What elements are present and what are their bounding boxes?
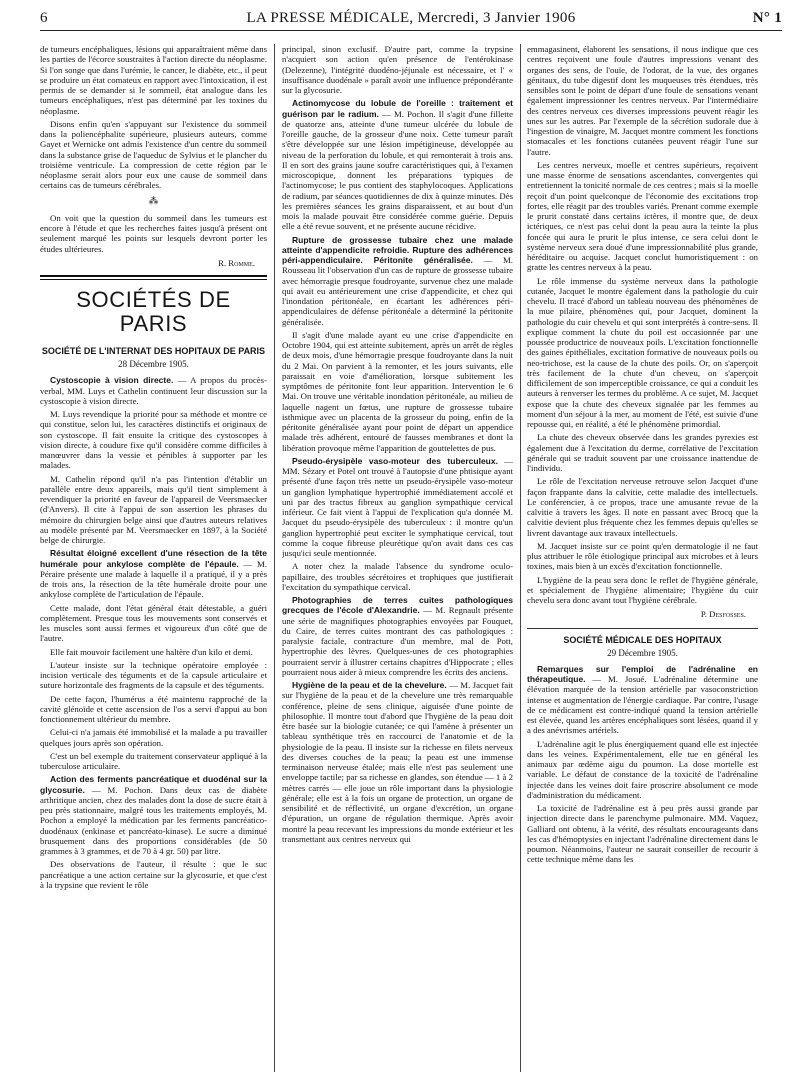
paragraph: Disons enfin qu'en s'appuyant sur l'existence du sommeil dans la poliencéphalite supérieure, plusieurs auteurs, comme Gayet et Wernicke ont admis l'existence d'un centre du sommeil dans la substance grise de l'aqueduc de Sylvius et le plancher du troisième ventricule. La compression de cette région par le néoplasme serait alors pour eux une cause de sommeil dans certains cas de tumeurs cérébrales. xyxy=(40,118,267,191)
paragraph: Des observations de l'auteur, il résulte : que le suc pancréatique a une action certaine sur la glycosurie, et que c'est à la trypsine que revient le rôle xyxy=(40,859,267,890)
article-heading: Résultat éloigné excellent d'une résection de la tête humérale pour ankylose complète de l'épaule. xyxy=(40,548,267,569)
section-title: SOCIÉTÉS DE PARIS xyxy=(76,287,231,336)
paragraph: Le rôle immense du système nerveux dans la pathologie cutanée, Jacquet le montre également dans la pathologie du cuir chevelu. Il tracé d'abord un tableau nouveau des phénomènes de la mue pilaire, phénomènes qui, pour Jacquet, dominent la pathologie du cuir chevelu et qui sont interprétés à contre-sens. Il explique comment la chute du poil est occasionnée par une poussée productrice de nouveaux poils. L'excitation fonctionnelle des gaines épithéliales, excitation formative de nouveaux poils ou neo-trichose, est la cause de la chute des poils. Or, on s'aperçoit très facilement de la chute d'un cheveu, on s'aperçoit difficilement de son imperceptible croissance, ce qui a conduit les auteurs à renverser les termes du problème. A ce sujet, M. Jacquet expose que la chute des cheveux signalée par les femmes au moment d'un séjour à la mer, au moment de l'été, est suivie d'une repousse qui, en réalité, a été le phénomène primordial. xyxy=(527,275,758,429)
article xyxy=(40,774,267,856)
paragraph: M. Luys revendique la priorité pour sa méthode et montre ce qui constitue, selon lui, les caractères distinctifs et originaux de son cystoscope. Il fait ensuite la critique des cystoscopes à vision directe, à coudure fixe qu'il considère comme difficiles à manœuvrer dans la vessie et pénibles à supporter par les malades. xyxy=(40,409,267,471)
article-heading: Action des ferments pancréatique et duodénal sur la glycosurie. xyxy=(40,774,267,795)
issue-number: N° 1 xyxy=(752,10,782,26)
article-text: — M. Pochon. Dans deux cas de diabète arthritique ancien, chez des malades dont la dose de sucre était à peu près stationnaire, malgré tous les traitements employés, M. Pochon a employé la médication par les ferments pancréatico-duodénaux (enkinase et pancréato-kinase). Le sucre a diminué brusquement dans des proportions considérables (de 50 grammes à 3 grammes, et de 70 à 4 gr. 50) par litre. xyxy=(40,784,267,856)
society-heading: SOCIÉTÉ MÉDICALE DES HOPITAUX xyxy=(563,634,722,645)
society-heading: SOCIÉTÉ DE L'INTERNAT DES HOPITAUX DE PARIS xyxy=(41,346,266,356)
paragraph: La chute des cheveux observée dans les grandes pyrexies est également due à l'excitation du derme, corrélative de l'excitation générale qui se traduit souvent par une croissance inattendue de l'individu. xyxy=(527,432,758,473)
paragraph: emmagasinent, élaborent les sensations, il nous indique que ces centres reçoivent une foule d'autres impressions venant des organes des sens, de l'ouïe, de l'odorat, de la vue, des organes génitaux, du tube digestif dont les muqueuses très étendues, très sensibles sont le point de départ d'une foule de sensations venant également impressionner les centres nerveux. Par l'intermédiaire des centres nerveux ces diverses impressions peuvent réagir les unes sur les autres. Par l'exemple de la sécrétion sudorale due à l'ingestion de vinaigre, M. Jacquet montre comment les fonctions stomacales et les fonctions cutanées peuvent réagir l'une sur l'autre. xyxy=(527,44,758,157)
author-signature: R. Romme. xyxy=(218,257,255,268)
article-text: — MM. Sézary et Potel ont trouvé à l'autopsie d'une phtisique ayant présenté d'une façon très nette un pseudo-érysipèle vaso-moteur un ganglion lymphatique hypertrophié immédiatement accolé et uni par des tractus fibreux au ganglion sympathique cervical inférieur. Ce fait vient à l'appui de l'explication qu'a donnée M. Jacquet du pseudo-érysipèle des tuberculeux : il montre qu'un ganglion hypertrophié peut exciter le symphatique cervical, tout comme la coque fibreuse pleurétique qu'on avait dans ces cas jusqu'ici seule mentionnée. xyxy=(282,455,513,558)
article xyxy=(40,375,267,406)
article xyxy=(282,98,513,231)
author-signature: P. Desfosses. xyxy=(700,609,746,620)
column-rule xyxy=(520,44,521,1072)
session-date: 29 Décembre 1905. xyxy=(607,647,678,658)
section-divider xyxy=(527,628,758,629)
article-heading: Cystoscopie à vision directe. xyxy=(50,375,174,386)
paragraph: L'adrénaline agit le plus énergiquement quand elle est injectée dans les veines. Expérimentalement, elle tue en général les animaux par œdème aigu du poumon. La dose mortelle est variable. Le défaut de constance de la toxicité de l'adrénaline injectée dans les veines doit faire proscrire absolument ce mode d'administration du médicament. xyxy=(527,738,758,800)
paragraph: De cette façon, l'humérus a été maintenu rapproché de la cavité glénoïde et cette ascension de l'os a servi d'appui au bon fonctionnement ultérieur du membre. xyxy=(40,693,267,724)
article-text: — M. Regnault présente une série de magnifiques photographies envoyées par Fouquet, du Caire, de terres cuites montrant des cas pathologiques : paralysie faciale, contracture d'un membre, mal de Pott, hypertrophie des lèvres. Quelques-unes de ces photographies pourraient servir à illustrer certains chapitres d'Hippocrate ; elles pourraient nous aider à mieux comprendre les écrits des anciens. xyxy=(282,605,513,677)
article-text: — M. Pochon. Il s'agit d'une fillette de quatorze ans, atteinte d'une tumeur ulcérée du lobule de l'oreille gauche, de la grosseur d'une noix. Cette tumeur paraît s'être développée sur une lésion impétigineuse, développée au niveau de la perforation du lobule, et qui remonterait à trois ans. Il en sort des grains jaune soufre caractéristiques qui, à l'examen microscopique, donnent les préparations typiques de l'actinomycose; le pus contient des staphylocoques. Applications de radium, par séances quotidiennes de dix à quinze minutes. Dès les premières séances les grains disparaissent, et au bout d'un mois la malade pouvait être considérée comme guérie. Depuis elle a été revue souvent, et ne présente aucune récidive. xyxy=(282,108,513,232)
journal-title: LA PRESSE MÉDICALE, Mercredi, 3 Janvier 1906 xyxy=(246,10,576,26)
paragraph: L'auteur insiste sur la technique opératoire employée : incision verticale des téguments et de la capsule articulaire et suture horizontale des fragments de la capsule et des téguments. xyxy=(40,659,267,691)
section-divider xyxy=(40,275,267,280)
article-heading: Remarques sur l'emploi de l'adrénaline en thérapeutique. xyxy=(527,663,758,684)
article xyxy=(282,235,513,327)
paragraph: Il s'agit d'une malade ayant eu une crise d'appendicite en Octobre 1904, qui est atteinte subitement, après un arrêt de règles de deux mois, d'une hémorragie presque foudroyante dans la nuit du 2 Mai. On parvient à la remonter, et les jours suivants, elle paraissait en voie d'amélioration, lorsque subitement les symptômes de péritonite font leur apparition. Intervention le 6 Mai. On trouve une véritable inondation péritonéale, au milieu de laquelle nagent un fœtus, une rupture de grossesse tubaire isthmique avec un placenta de la grosseur du poing, enfin de la péritonite généralisée ayant pour point de départ un appendice malade très adhérent, entouré de fausses membranes et dont la libération provoque même l'apparition de gouttelettes de pus. xyxy=(282,329,513,453)
article-text: — A propos du procès-verbal, MM. Luys et Cathelin continuent leur discussion sur la cystoscopie à vision directe. xyxy=(40,375,267,406)
article-text: — M. Jacquet fait sur l'hygiène de la peau et de la chevelure une très remarquable conférence, pleine de sens clinique, aiguisée d'une pointe de philosophie. Il montre tout d'abord que l'hygiène de la peau doit être basée sur la biologie cutanée; ce qui l'amène à présenter un tableau synthétique très en raccourci de l'anatomie et de la physiologie de la peau. Il insiste sur la richesse en filets nerveux des diverses couches de la peau; la peau est une immense terminaison nerveuse étalée; mais elle n'est pas seulement une enveloppe tactile; par sa richesse en glandes, son étendue — 1 à 2 mètres carrés — elle joue un rôle important dans la physiologie générale; elle est à la fois un organe de protection, un organe de sensibilité et de réflectivité, un organe d'excrétion, un organe d'épuration, un organe de régulation thermique. Après avoir montré la peau recevant les impressions du monde extérieur et les transmettant aux centres nerveux qui xyxy=(282,680,513,844)
article-text: — M. Josué. L'adrénaline détermine une élévation marquée de la tension artérielle par vasoconstriction intense et augmentation de l'énergie cardiaque. Par contre, l'usage de ce médicament est contre-indiqué quand la tension artérielle est élevée, quand les artères encéphaliques sont lésées, quand il y a des anévrismes artériels. xyxy=(527,674,758,736)
paragraph: M. Cathelin répond qu'il n'a pas l'intention d'établir un parallèle entre deux appareils, mais qu'il tient simplement à revendiquer la priorité en faveur de l'appareil de Veersmaecker (d'Anvers). Il cite à l'appui de son assertion les phrases du mémoire du chirurgien belge ainsi que d'autres auteurs relatives au modèle présenté par M. Veersmaecker en 1897, à la Société belge de chirurgie. xyxy=(40,473,267,545)
paragraph: Elle fait mouvoir facilement une haltère d'un kilo et demi. xyxy=(50,646,253,657)
paragraph: A noter chez la malade l'absence du syndrome oculo-papillaire, des troubles sécrétoires et trophiques que justifierait l'excitation du sympathique cervical. xyxy=(282,561,513,592)
session-date: 28 Décembre 1905. xyxy=(118,359,189,369)
article-heading: Pseudo-érysipèle vaso-moteur des tuberculeux. xyxy=(292,455,498,466)
paragraph: C'est un bel exemple du traitement conservateur appliqué à la tuberculose articulaire. xyxy=(40,750,267,771)
article-heading: Hygiène de la peau et de la chevelure. xyxy=(292,680,447,690)
article xyxy=(282,595,513,677)
paragraph: Les centres nerveux, moelle et centres supérieurs, reçoivent une masse énorme de sensations ascendantes, convergentes qui entretiennent la tonicité normale de ces centres ; mais si la moelle reçoit d'un point quelconque de l'économie des excitations trop fortes, elle réagit par des troubles variés. Prenant comme exemple le prurit constaté dans certains ictères, il montre que, de deux ictériques, ce n'est pas celui dont la peau aura la teinte la plus foncée qui aura le prurit le plus intense, ce sera celui dont le système nerveux sera doué d'une impressionnabilité plus grande, héréditaire ou acquise. Jacquet conclut humoristiquement : on gratte les centres nerveux à la peau. xyxy=(527,159,758,273)
paragraph: de tumeurs encéphaliques, lésions qui apparaîtraient même dans les parties de l'écorce soustraites à l'action directe du néoplasme. Si l'on songe que dans l'urémie, le cancer, le diabète, etc., il peut se produire un état comateux en rapport avec l'intoxication, il est permis de se demander si le sommeil, état analogue dans les tumeurs encéphaliques, n'est pas déterminé par les toxines du néoplasme. xyxy=(40,44,267,116)
article xyxy=(282,680,513,844)
column-3 xyxy=(527,44,758,1078)
paragraph: M. Jacquet insiste sur ce point qu'en dermatologie il ne faut plus attribuer le rôle étiologique principal aux microbes et à leurs toxines, mais bien à un excès d'excitation fonctionnelle. xyxy=(527,540,758,572)
column-1 xyxy=(40,44,267,1078)
article-heading: Rupture de grossesse tubaire chez une malade atteinte d'appendicite refroidie. Rupture des adhérences péri-appendiculaire. Péritonite généralisée. xyxy=(282,234,513,265)
column-2 xyxy=(282,44,513,1078)
running-head xyxy=(40,10,782,31)
column-rule xyxy=(274,44,275,1072)
article-heading: Actinomycose du lobule de l'oreille : traitement et guérison par le radium. xyxy=(282,98,513,119)
article-text: — M. Rousseau lit l'observation d'un cas de rupture de grossesse tubaire avec hémorragie presque foudroyante, survenue chez une malade qui avait eu antérieurement une crise d'appendicite, et chez qui l'inondation péritonéale, en écartant les adhérences péri-appendiculaires de défense péritonéale a déterminé la péritonite généralisée. xyxy=(282,255,513,327)
article xyxy=(282,456,513,559)
paragraph: Celui-ci n'a jamais été immobilisé et la malade a pu travailler quelques jours après son opération. xyxy=(40,727,267,748)
paragraph: On voit que la question du sommeil dans les tumeurs est encore à l'étude et que les recherches faites jusqu'à présent ont seulement marqué les points sur lesquels devront porter les études ultérieures. xyxy=(40,212,267,254)
page-number: 6 xyxy=(40,10,48,26)
article xyxy=(527,664,758,736)
paragraph: La toxicité de l'adrénaline est à peu près aussi grande par injection directe dans le parenchyme pulmonaire. MM. Vaquez, Galliard ont obtenu, à la vérité, des résultats encourageants dans les cas d'hémoptysies en injectant l'adrénaline directement dans le poumon. Néanmoins, l'auteur ne saurait conseiller de recourir à cette technique même dans les xyxy=(527,803,758,865)
article-text: — M. Péraire présente une malade à laquelle il a pratiqué, il y a près de trois ans, la résection de la tête humérale droite pour une ankylose complète de l'articulation de l'épaule. xyxy=(40,558,267,600)
article xyxy=(40,548,267,599)
paragraph: principal, sinon exclusif. D'autre part, comme la trypsine n'acquiert son action qu'en présence de l'entérokinase (Delezenne), l'intégrité duodéno-jéjunale est nécessaire, et l' « insuffisance duodénale » paraît avoir une influence prépondérante sur la glycosurie. xyxy=(282,44,513,95)
paragraph: L'hygiène de la peau sera donc le reflet de l'hygiène générale, et spécialement de l'hygiène alimentaire; l'hygiène du cuir chevelu sera donc avant tout l'hygiène cérébrale. xyxy=(527,574,758,605)
asterism: ⁂ xyxy=(148,195,159,207)
article-heading: Photographies de terres cuites pathologiques grecques de l'école d'Alexandrie. xyxy=(282,595,513,616)
paragraph: Le rôle de l'excitation nerveuse retrouve selon Jacquet d'une façon frappante dans la calvitie, cette maladie des intellectuels. Le conférencier, à ce propos, trace une amusante revue de la calvitie à travers les âges. Il note en passant avec Brocq que la calvitie devient plus fréquente chez les femmes depuis qu'elles se livrent davantage aux travaux intellectuels. xyxy=(527,476,758,538)
paragraph: Cette malade, dont l'état général était détestable, a guéri complètement. Presque tous les mouvements sont conservés et les muscles sont aussi fermes et vigoureux d'un côté que de l'autre. xyxy=(40,602,267,644)
